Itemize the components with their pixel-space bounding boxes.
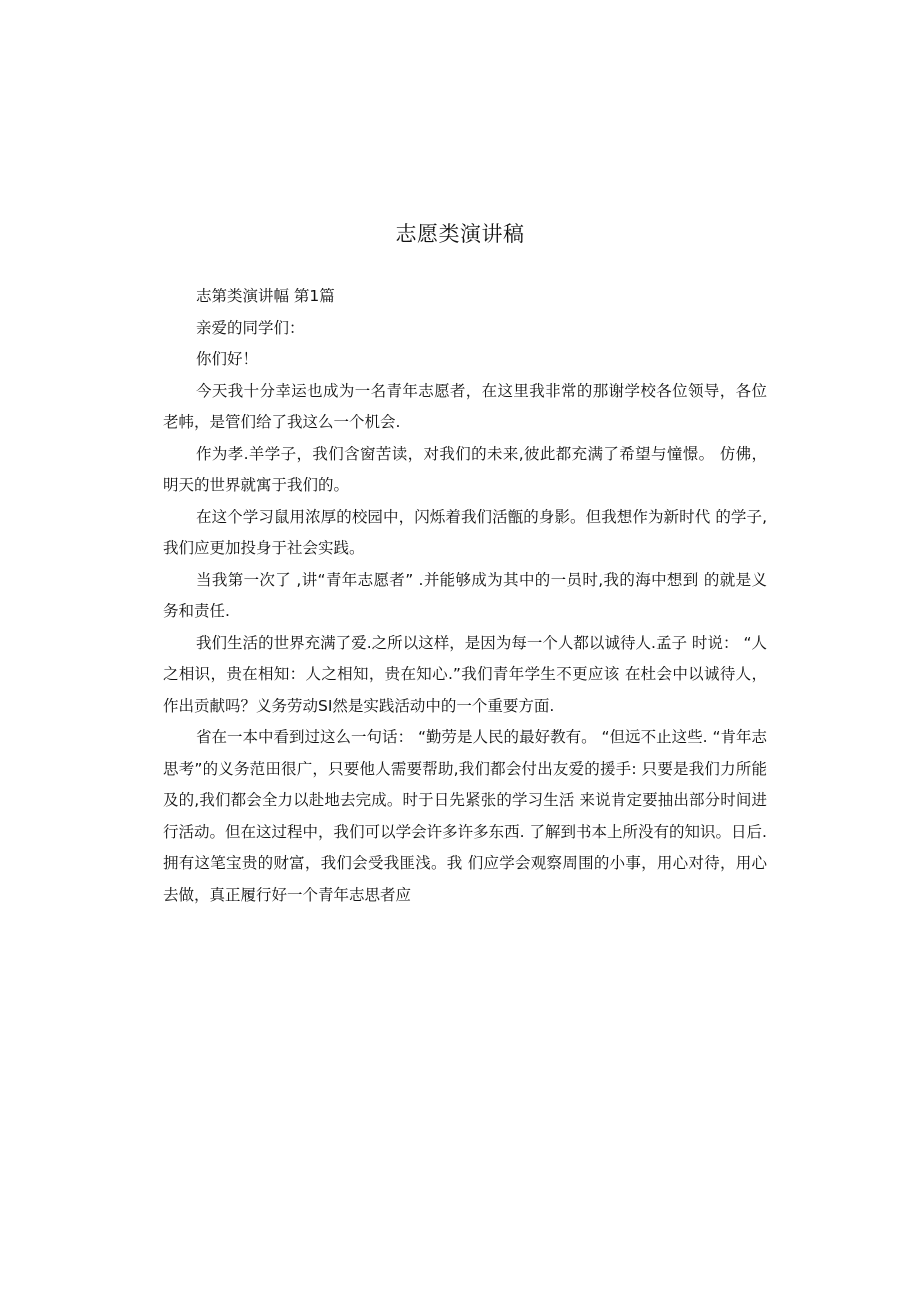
paragraph: 在这个学习鼠用浓厚的校园中，闪烁着我们活甑的身影。但我想作为新时代 的学子,我们应更加投身于社会实践。 [163, 507, 767, 557]
document-body [163, 281, 767, 911]
paragraph: 当我第一次了 ,讲“青年志愿者” .并能够成为其中的一员时,我的海中想到 的就是义务和责任. [163, 570, 767, 620]
paragraph: 省在一本中看到过这么一句话： “勤劳是人民的最好教有。 “但远不止这些. “肯年志思考”的义务范田很广，只要他人需要帮助,我们都会付出友爱的援手: 只要是我们力所能及的,我们都会全力以赴地去完成。时于日先紧张的学习生活 来说肯定要抽出部分时间进行活动。但在这过程中，我们可以学会许多许多东西. 了解到书本上所没有的知识。日后.拥有这笔宝贵的财富，我们会受我匪浅。我 们应学会观察周围的小事，用心对待，用心去做，真正履行好一个青年志思者应 [163, 728, 767, 904]
paragraph: 作为孝.羊学子，我们含窗苦读，对我们的未来,彼此都充满了希望与憧憬。 仿佛，明天的世界就寓于我们的。 [163, 444, 767, 494]
paragraph: 今天我十分幸运也成为一名青年志愿者，在这里我非常的那谢学校各位领导，各位老帏，是管们给了我这么一个机会. [163, 381, 767, 431]
section-heading: 志第类演讲幅 第1篇 [196, 287, 335, 305]
paragraph: 我们生活的世界充满了爱.之所以这样，是因为每一个人都以诚待人.孟子 时说： “人之相识，贵在相知：人之相知，贵在知心.”我们青年学生不更应该 在杜会中以诚待人，作出贡献吗？义务劳动SI然是实践活动中的一个重要方面. [163, 633, 767, 715]
document-title: 志愿类演讲稿 [395, 222, 525, 246]
greeting: 你们好！ [196, 350, 259, 368]
salutation: 亲爱的同学们： [196, 318, 305, 337]
